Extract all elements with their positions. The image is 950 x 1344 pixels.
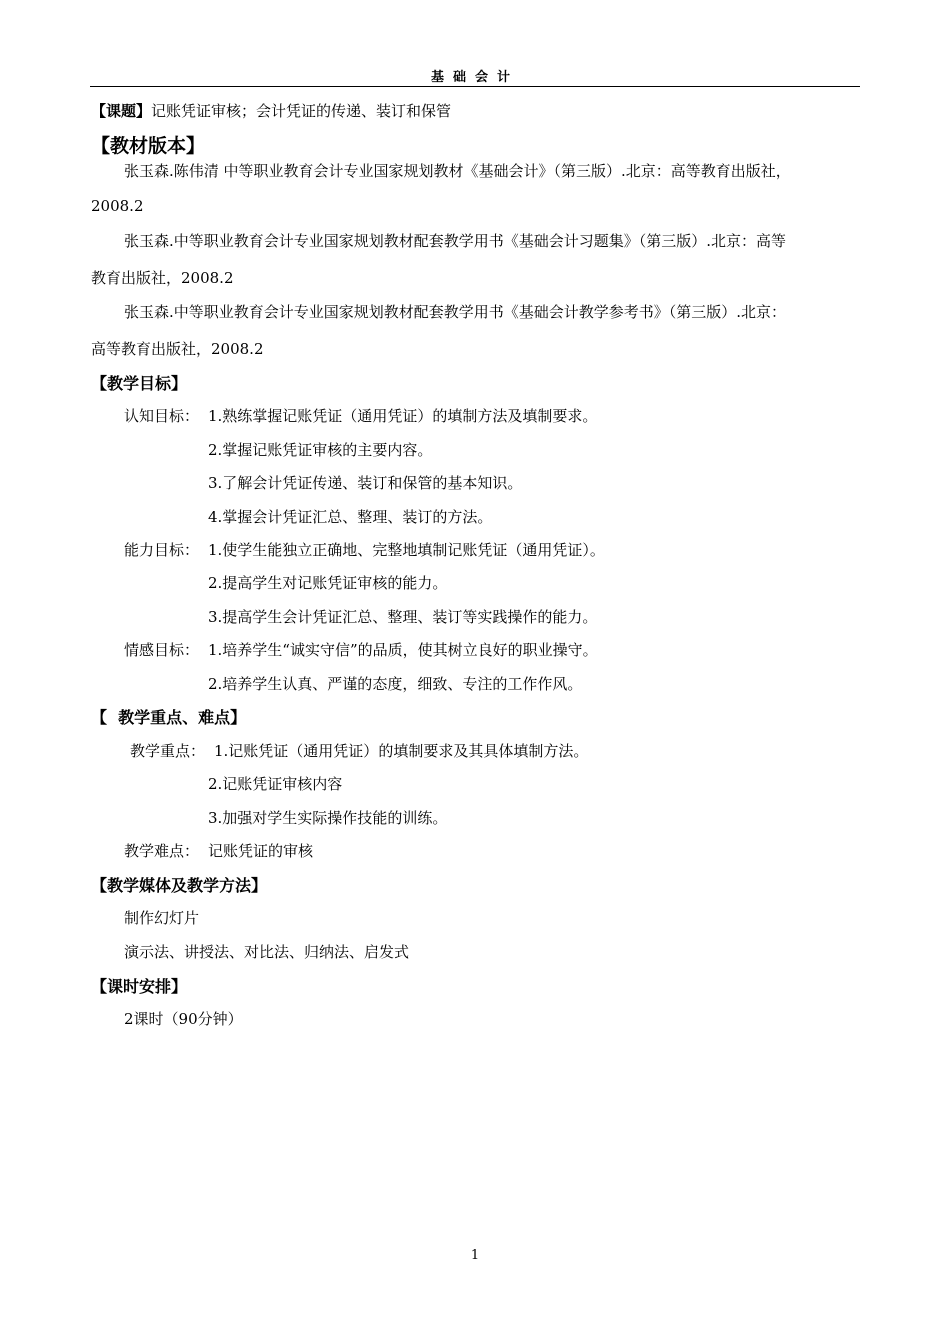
cognitive-item-1: 1.熟练掌握记账凭证（通用凭证）的填制方法及填制要求。 (208, 407, 598, 425)
textbook-ref-2-line2: 教育出版社，2008.2 (91, 269, 234, 287)
cognitive-item-2: 2.掌握记账凭证审核的主要内容。 (208, 441, 433, 459)
textbook-ref-1-line2: 2008.2 (91, 197, 144, 215)
emotion-item-1: 1.培养学生“诚实守信”的品质，使其树立良好的职业操守。 (208, 641, 598, 659)
topic-label: 【课题】 (91, 102, 152, 120)
schedule-heading: 【课时安排】 (91, 977, 188, 996)
textbook-ref-3-line1: 张玉森.中等职业教育会计专业国家规划教材配套教学用书《基础会计教学参考书》（第三版）.北京： (124, 303, 787, 321)
difficulty-text: 记账凭证的审核 (208, 842, 314, 860)
media-heading: 【教学媒体及教学方法】 (91, 876, 268, 895)
ability-item-2: 2.提高学生对记账凭证审核的能力。 (208, 574, 448, 592)
focus-label: 教学重点： (130, 742, 206, 760)
topic-line (91, 100, 451, 121)
topic-text: 记账凭证审核；会计凭证的传递、装订和保管 (151, 102, 452, 120)
objectives-heading: 【教学目标】 (91, 374, 188, 393)
cognitive-item-3: 3.了解会计凭证传递、装订和保管的基本知识。 (208, 474, 523, 492)
ability-label: 能力目标： (124, 541, 200, 559)
textbook-ref-1-line1: 张玉森.陈伟清 中等职业教育会计专业国家规划教材《基础会计》（第三版）.北京：高等教育出版社， (124, 162, 791, 180)
page-number: 1 (470, 1248, 480, 1263)
focus-item-2: 2.记账凭证审核内容 (208, 775, 343, 793)
textbook-ref-3-line2: 高等教育出版社，2008.2 (91, 340, 264, 358)
focus-item-1: 1.记账凭证（通用凭证）的填制要求及其具体填制方法。 (214, 742, 589, 760)
emotion-item-2: 2.培养学生认真、严谨的态度，细致、专注的工作作风。 (208, 675, 583, 693)
media-item-2: 演示法、讲授法、对比法、归纳法、启发式 (124, 943, 410, 961)
media-item-1: 制作幻灯片 (124, 909, 200, 927)
cognitive-label: 认知目标： (124, 407, 200, 425)
header-divider (90, 86, 860, 87)
focus-item-3: 3.加强对学生实际操作技能的训练。 (208, 809, 448, 827)
textbook-heading: 【教材版本】 (91, 135, 206, 157)
difficulty-label: 教学难点： (124, 842, 200, 860)
ability-item-3: 3.提高学生会计凭证汇总、整理、装订等实践操作的能力。 (208, 608, 598, 626)
page-header-title: 基础会计 (430, 70, 519, 85)
cognitive-item-4: 4.掌握会计凭证汇总、整理、装订的方法。 (208, 508, 493, 526)
emotion-label: 情感目标： (124, 641, 200, 659)
ability-item-1: 1.使学生能独立正确地、完整地填制记账凭证（通用凭证）。 (208, 541, 605, 559)
schedule-text: 2课时（90分钟） (124, 1010, 243, 1028)
keypoints-heading: 【 教学重点、难点】 (91, 708, 247, 727)
textbook-ref-2-line1: 张玉森.中等职业教育会计专业国家规划教材配套教学用书《基础会计习题集》（第三版）.北京：高等 (124, 232, 787, 250)
